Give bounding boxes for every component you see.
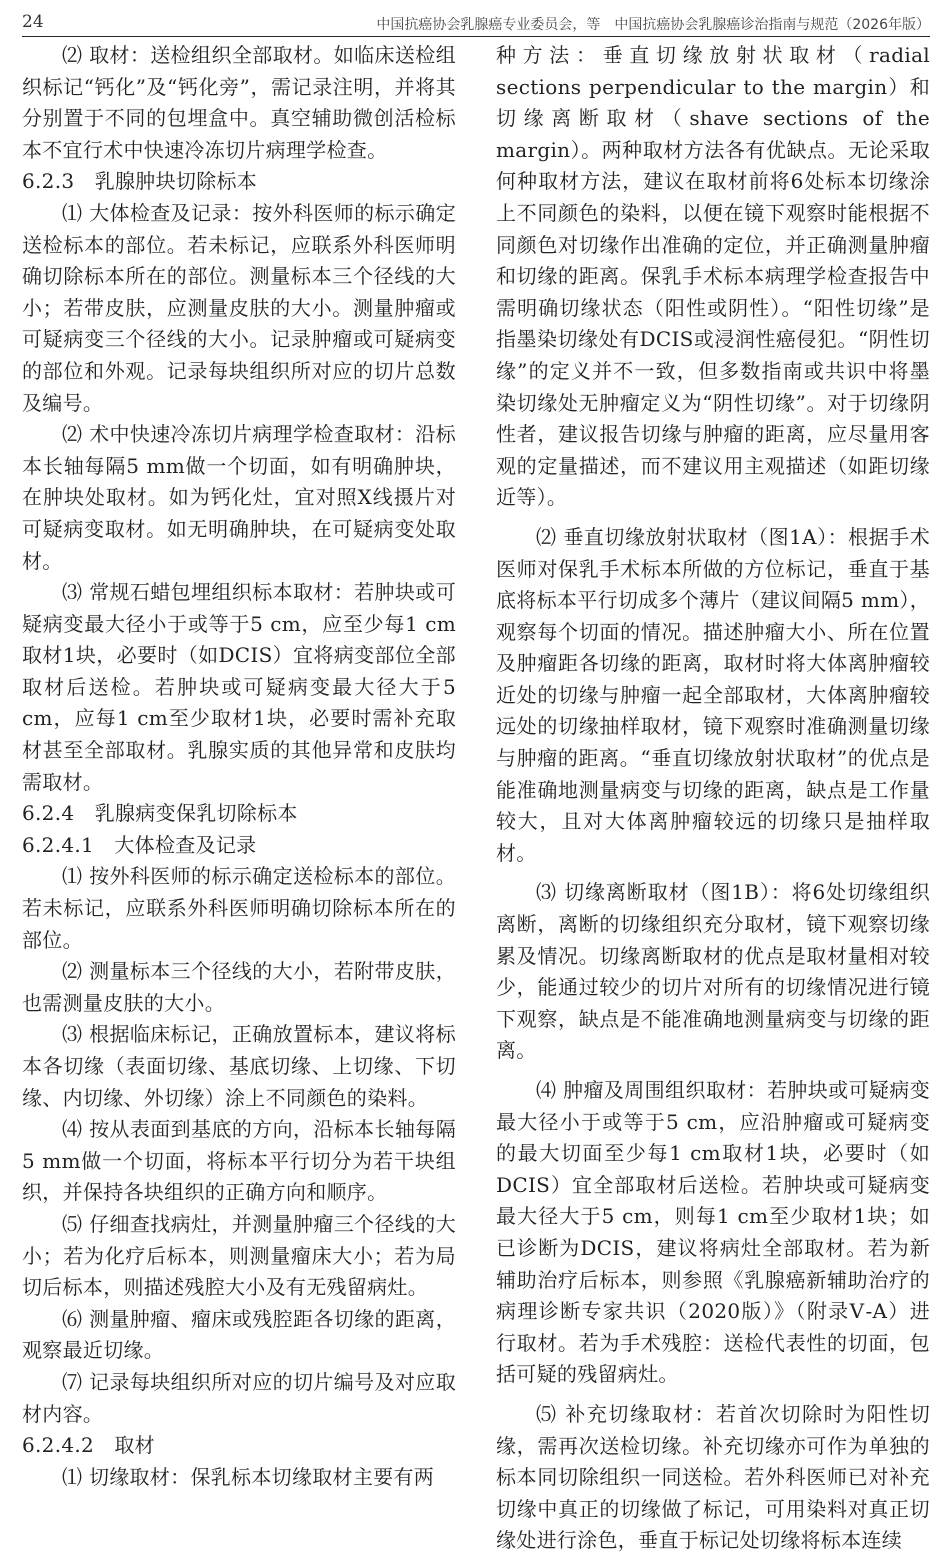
right-column (496, 40, 930, 1557)
paragraph: ⑵ 垂直切缘放射状取材（图1A）：根据手术医师对保乳手术标本所做的方位标记，垂直于基底将标本平行切成多个薄片（建议间隔5 mm），观察每个切面的情况。描述肿瘤大小、所在位置及肿瘤距各切缘的距离，取材时将大体离肿瘤较近处的切缘与肿瘤一起全部取材，大体离肿瘤较远处的切缘抽样取材，镜下观察时准确测量切缘与肿瘤的距离。“垂直切缘放射状取材”的优点是能准确地测量病变与切缘的距离，缺点是工作量较大，且对大体离肿瘤较远的切缘只是抽样取材。 (496, 524, 930, 865)
section-heading: 6.2.4.2 取材 (22, 1433, 155, 1458)
paragraph: ⑶ 切缘离断取材（图1B）：将6处切缘组织离断，离断的切缘组织充分取材，镜下观察切缘累及情况。切缘离断取材的优点是取材量相对较少，能通过较少的切片对所有的切缘情况进行镜下观察，缺点是不能准确地测量病变与切缘的距离。 (496, 880, 930, 1063)
section-heading: 6.2.4.1 大体检查及记录 (22, 832, 257, 857)
paragraph: ⑶ 根据临床标记，正确放置标本，建议将标本各切缘（表面切缘、基底切缘、上切缘、下切缘、内切缘、外切缘）涂上不同颜色的染料。 (22, 1022, 456, 1110)
paragraph: ⑷ 按从表面到基底的方向，沿标本长轴每隔5 mm做一个切面，将标本平行切分为若干块组织，并保持各块组织的正确方向和顺序。 (22, 1117, 456, 1205)
paragraph: ⑸ 仔细查找病灶，并测量肿瘤三个径线的大小；若为化疗后标本，则测量瘤床大小；若为局切后标本，则描述残腔大小及有无残留病灶。 (22, 1211, 456, 1300)
paragraph: ⑵ 测量标本三个径线的大小，若附带皮肤，也需测量皮肤的大小。 (22, 959, 456, 1015)
running-title: 中国抗癌协会乳腺癌专业委员会，等 中国抗癌协会乳腺癌诊治指南与规范（2026年版） (376, 17, 930, 33)
section-heading: 6.2.4 乳腺病变保乳切除标本 (22, 801, 298, 826)
paragraph: ⑴ 大体检查及记录：按外科医师的标示确定送检标本的部位。若未标记，应联系外科医师明确切除标本所在的部位。测量标本三个径线的大小；若带皮肤，应测量皮肤的大小。测量肿瘤或可疑病变三个径线的大小。记录肿瘤或可疑病变的部位和外观。记录每块组织所对应的切片总数及编号。 (22, 200, 456, 415)
left-column (22, 40, 456, 1493)
paragraph: ⑹ 测量肿瘤、瘤床或残腔距各切缘的距离，观察最近切缘。 (22, 1306, 456, 1363)
paragraph: ⑴ 按外科医师的标示确定送检标本的部位。若未标记，应联系外科医师明确切除标本所在的部位。 (22, 864, 456, 952)
paragraph: ⑴ 切缘取材：保乳标本切缘取材主要有两 (62, 1464, 435, 1489)
paragraph: ⑵ 术中快速冷冻切片病理学检查取材：沿标本长轴每隔5 mm做一个切面，如有明确肿块，在肿块处取材。如为钙化灶，宜对照X线摄片对可疑病变取材。如无明确肿块，在可疑病变处取材。 (22, 422, 456, 573)
paragraph: ⑷ 肿瘤及周围组织取材：若肿块或可疑病变最大径小于或等于5 cm，应沿肿瘤或可疑病变的最大切面至少每1 cm取材1块，必要时（如DCIS）宜全部取材后送检。若肿块或可疑病变最大径大于5 cm，则每1 cm至少取材1块；如已诊断为DCIS，建议将病灶全部取材。若为新辅助治疗后标本，则参照《乳腺癌新辅助治疗的病理诊断专家共识（2020版）》（附录Ⅴ-A）进行取材。若为手术残腔：送检代表性的切面，包括可疑的残留病灶。 (496, 1078, 930, 1387)
page-number: 24 (22, 12, 44, 32)
section-heading: 6.2.3 乳腺肿块切除标本 (22, 169, 258, 194)
page-header (22, 6, 930, 37)
paragraph: 种方法：垂直切缘放射状取材（radial sections perpendicular to the margin）和切缘离断取材（shave sections of the margin）。两种取材方法各有优缺点。无论采取何种取材方法，建议在取材前将6处标本切缘涂上不同颜色的染料，以便在镜下观察时能根据不同颜色对切缘作出准确的定位，并正确测量肿瘤和切缘的距离。保乳手术标本病理学检查报告中需明确切缘状态（阳性或阴性）。“阳性切缘”是指墨染切缘处有DCIS或浸润性癌侵犯。“阴性切缘”的定义并不一致，但多数指南或共识中将墨染切缘处无肿瘤定义为“阴性切缘”。对于切缘阴性者，建议报告切缘与肿瘤的距离，应尽量用客观的定量描述，而不建议用主观描述（如距切缘近等）。 (496, 43, 930, 510)
paragraph: ⑸ 补充切缘取材：若首次切除时为阳性切缘，需再次送检切缘。补充切缘亦可作为单独的标本同切除组织一同送检。若外科医师已对补充切缘中真正的切缘做了标记，可用染料对真正切缘处进行涂色，垂直于标记处切缘将标本连续 (496, 1401, 930, 1553)
paragraph: ⑵ 取材：送检组织全部取材。如临床送检组织标记“钙化”及“钙化旁”，需记录注明，并将其分别置于不同的包埋盒中。真空辅助微创活检标本不宜行术中快速冷冻切片病理学检查。 (22, 43, 456, 162)
paragraph: ⑶ 常规石蜡包埋组织标本取材：若肿块或可疑病变最大径小于或等于5 cm，应至少每1 cm取材1块，必要时（如DCIS）宜将病变部位全部取材后送检。若肿块或可疑病变最大径大于5 cm，应每1 cm至少取材1块，必要时需补充取材甚至全部取材。乳腺实质的其他异常和皮肤均需取材。 (22, 580, 456, 794)
paragraph: ⑺ 记录每块组织所对应的切片编号及对应取材内容。 (22, 1369, 456, 1426)
